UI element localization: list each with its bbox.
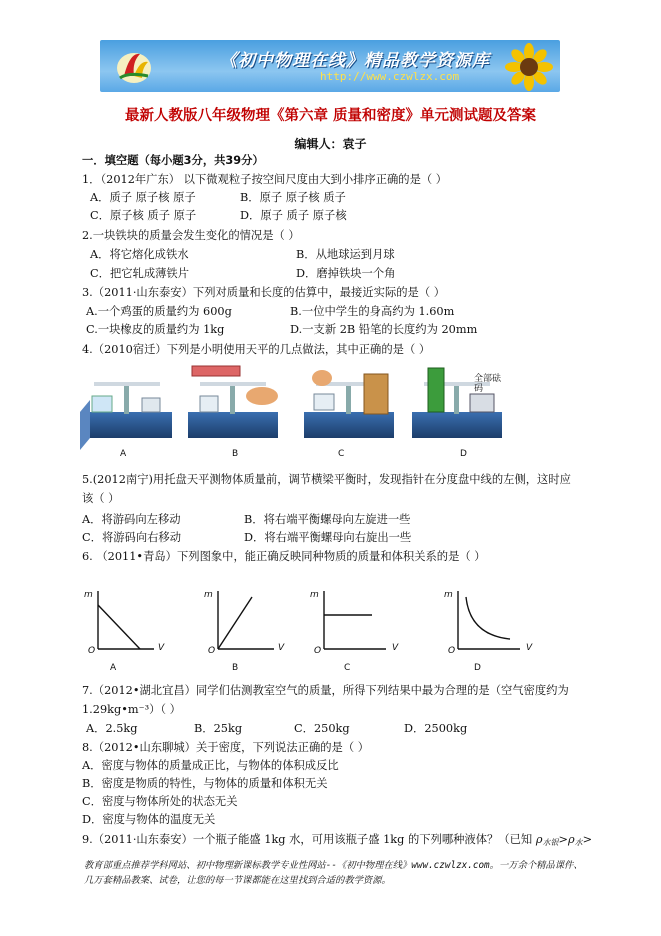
graph-b-axis-m: m	[204, 590, 213, 600]
q6-label-a: A	[110, 663, 117, 673]
q4-label-b: B	[232, 449, 239, 459]
q4-stem: 4.（2010宿迁）下列是小明使用天平的几点做法，其中正确的是（ ）	[82, 343, 431, 356]
q5-stem-line2: 该（ ）	[82, 492, 120, 505]
q5-option-d: D．将右端平衡螺母向右旋出一些	[244, 531, 412, 544]
graph-a-origin: O	[88, 646, 96, 656]
q3-option-c: C.一块橡皮的质量约为 1kg	[86, 323, 225, 336]
q8-option-b: B．密度是物质的特性，与物体的质量和体积无关	[82, 777, 328, 790]
q7-stem-line2: 1.29kg•m⁻³）（ ）	[82, 703, 181, 716]
q3-option-a: A.一个鸡蛋的质量约为 600g	[86, 305, 232, 318]
q2-option-a: A．将它熔化成铁水	[90, 248, 189, 261]
q4-label-c: C	[338, 449, 345, 459]
q9-sub-water: 水	[574, 838, 583, 847]
site-logo-icon	[114, 46, 154, 86]
q1-stem: 1．（2012年广东） 以下微观粒子按空间尺度由大到小排序正确的是（ ）	[82, 173, 448, 186]
q4-label-d: D	[460, 449, 467, 459]
document-title: 最新人教版八年级物理《第六章 质量和密度》单元测试题及答案	[124, 108, 537, 124]
q7-option-d: D．2500kg	[404, 722, 468, 735]
graph-b-origin: O	[208, 646, 216, 656]
balance-c-icon	[304, 370, 394, 438]
q7-option-a: A．2.5kg	[86, 722, 138, 735]
banner-title: 《初中物理在线》精品教学资源库	[220, 51, 490, 71]
graph-a-icon	[98, 591, 154, 649]
q7-stem-line1: 7.（2012•湖北宜昌）同学们估测教室空气的质量，所得下列结果中最为合理的是（空气密度约为	[82, 684, 569, 697]
graph-d-axis-v: V	[526, 643, 533, 653]
balance-b-icon	[188, 366, 278, 438]
graph-a-axis-m: m	[84, 590, 93, 600]
q3-option-b: B.一位中学生的身高约为 1.60m	[290, 305, 455, 318]
q5-stem-line1: 5.(2012南宁)用托盘天平测物体质量前，调节横梁平衡时，发现指针在分度盘中线的左侧，这时应	[82, 473, 571, 486]
graph-d-origin: O	[448, 646, 456, 656]
q6-label-d: D	[474, 663, 481, 673]
footer-line-2: 几万套精品教案、试卷，让您的每一节课都能在这里找到合适的教学资源。	[84, 875, 391, 886]
q9-stem	[82, 832, 592, 850]
graph-a-axis-v: V	[158, 643, 165, 653]
graph-d-icon	[458, 591, 520, 649]
graph-d-axis-m: m	[444, 590, 453, 600]
q6-label-b: B	[232, 663, 239, 673]
section-heading: 一．填空题（每小题3分，共39分）	[82, 154, 264, 167]
site-banner	[100, 40, 560, 92]
q6-stem: 6. （2011•青岛）下列图象中，能正确反映同种物质的质量和体积关系的是（ ）	[82, 550, 486, 563]
q8-stem: 8.（2012•山东聊城）关于密度，下列说法正确的是（ ）	[82, 741, 370, 754]
q4-label-a: A	[120, 449, 127, 459]
graph-c-icon	[324, 591, 386, 649]
q5-option-c: C．将游码向右移动	[82, 531, 182, 544]
balance-a-icon	[80, 382, 172, 450]
graph-b-axis-v: V	[278, 643, 285, 653]
q1-option-c: C．原子核 质子 原子	[90, 209, 197, 222]
banner-url[interactable]: http://www.czwlzx.com	[320, 70, 460, 83]
q9-tail: >	[582, 833, 593, 846]
q3-stem: 3.（2011·山东泰安）下列对质量和长度的估算中，最接近实际的是（ ）	[82, 286, 446, 299]
q5-option-a: A．将游码向左移动	[82, 513, 181, 526]
q8-option-a: A．密度与物体的质量成正比，与物体的体积成反比	[82, 759, 339, 772]
q9-rho-2: ρ	[567, 833, 575, 846]
q4-weights-note: 全部砝码	[474, 374, 502, 394]
q9-gt: >	[558, 833, 568, 846]
q3-option-d: D.一支新 2B 铅笔的长度约为 20mm	[290, 323, 478, 336]
q2-option-d: D．磨掉铁块一个角	[296, 267, 396, 280]
editor-line: 编辑人：袁子	[294, 137, 367, 151]
footer-line-1: 教育部重点推荐学科网站、初中物理新课标教学专业性网站--《初中物理在线》www.czwlzx.com。一万余个精品课件、	[84, 860, 583, 871]
graph-c-origin: O	[314, 646, 322, 656]
q9-text: 9.（2011·山东泰安）一个瓶子能盛 1kg 水，可用该瓶子盛 1kg 的下列哪种液体？（已知	[82, 833, 536, 846]
q7-option-b: B．25kg	[194, 722, 243, 735]
q9-rho-1: ρ	[535, 833, 543, 846]
graph-c-axis-m: m	[310, 590, 319, 600]
q1-option-b: B．原子 原子核 质子	[240, 191, 346, 204]
q4-balance-figures	[80, 360, 580, 460]
graph-c-axis-v: V	[392, 643, 399, 653]
q2-option-c: C．把它轧成薄铁片	[90, 267, 190, 280]
q1-option-d: D．原子 质子 原子核	[240, 209, 347, 222]
q7-option-c: C．250kg	[294, 722, 350, 735]
q6-label-c: C	[344, 663, 351, 673]
q8-option-d: D．密度与物体的温度无关	[82, 813, 216, 826]
q1-option-a: A．质子 原子核 原子	[90, 191, 196, 204]
q9-sub-mercury: 水银	[542, 838, 559, 847]
q8-option-c: C．密度与物体所处的状态无关	[82, 795, 238, 808]
q5-option-b: B．将右端平衡螺母向左旋进一些	[244, 513, 411, 526]
sunflower-icon	[504, 42, 554, 92]
q2-option-b: B．从地球运到月球	[296, 248, 395, 261]
graph-b-icon	[218, 591, 274, 649]
q2-stem: 2.一块铁块的质量会发生变化的情况是（ ）	[82, 229, 300, 242]
